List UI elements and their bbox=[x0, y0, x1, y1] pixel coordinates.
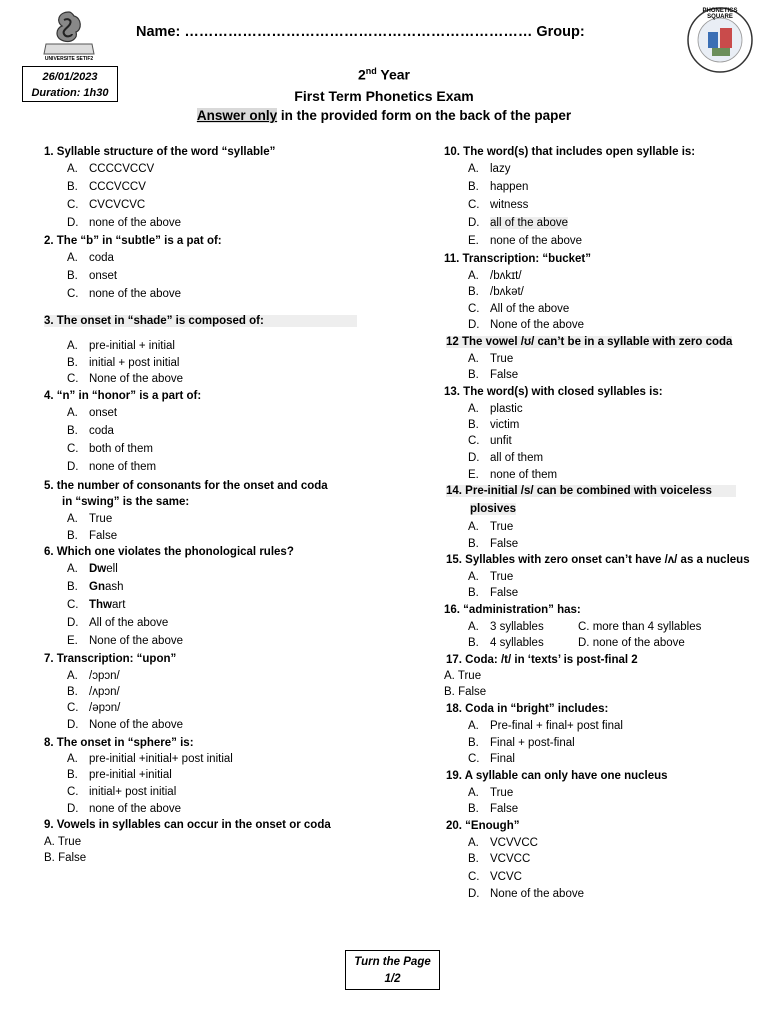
q6-option-a: A. Dwell bbox=[67, 563, 118, 575]
q19-option-b: B. False bbox=[468, 803, 519, 815]
q18-option-a: A. Pre-final + final+ post final bbox=[468, 720, 623, 732]
question-20: 20. “Enough” bbox=[446, 820, 520, 832]
question-12: 12 The vowel /ʊ/ can’t be in a syllable with zero coda bbox=[446, 336, 733, 348]
q14-option-a: A. True bbox=[468, 521, 514, 533]
q18-option-c: C. Final bbox=[468, 753, 515, 765]
q16-option-b: B. 4 syllables D. none of the above bbox=[468, 637, 685, 649]
q13-option-e: E. none of them bbox=[468, 469, 558, 481]
q13-option-d: D. all of them bbox=[468, 452, 544, 464]
q11-option-d: D. None of the above bbox=[468, 319, 584, 331]
question-5: 5. the number of consonants for the onset and coda bbox=[44, 480, 328, 492]
q1-option-d: D. none of the above bbox=[67, 217, 182, 229]
q2-option-b: B. onset bbox=[67, 270, 118, 282]
exam-duration: Duration: 1h30 bbox=[31, 87, 109, 99]
q14-option-b: B. False bbox=[468, 538, 519, 550]
q4-option-a: A. onset bbox=[67, 407, 118, 419]
q3-option-a: A. pre-initial + initial bbox=[67, 340, 175, 352]
question-6: 6. Which one violates the phonological rules? bbox=[44, 546, 294, 558]
q9-option-b: B. False bbox=[44, 852, 87, 864]
q12-option-b: B. False bbox=[468, 369, 519, 381]
q7-option-c: C. /əpɔn/ bbox=[67, 702, 121, 714]
question-1: 1. Syllable structure of the word “syllable” bbox=[44, 146, 276, 158]
exam-date: 26/01/2023 bbox=[42, 71, 98, 83]
q15-option-b: B. False bbox=[468, 587, 519, 599]
question-16: 16. “administration” has: bbox=[444, 604, 581, 616]
year-title: 2nd Year bbox=[357, 66, 411, 83]
q20-option-b: B. VCVCC bbox=[468, 853, 531, 865]
q10-option-c: C. witness bbox=[468, 199, 529, 211]
q20-option-a: A. VCVVCC bbox=[468, 837, 538, 849]
q12-option-a: A. True bbox=[468, 353, 514, 365]
instruction-rest: in the provided form on the back of the paper bbox=[277, 108, 572, 123]
name-group-line: Name: ……………………………………………………………… Group: bbox=[136, 24, 585, 40]
q18-option-b: B. Final + post-final bbox=[468, 737, 575, 749]
q2-option-c: C. none of the above bbox=[67, 288, 182, 300]
q13-option-a: A. plastic bbox=[468, 403, 523, 415]
q8-option-d: D. none of the above bbox=[67, 803, 182, 815]
phonetics-square-logo bbox=[686, 6, 754, 74]
q4-option-b: B. coda bbox=[67, 425, 114, 437]
question-14: 14. Pre-initial /s/ can be combined with voiceless bbox=[446, 485, 736, 497]
question-17: 17. Coda: /t/ in ‘texts’ is post-final 2 bbox=[446, 654, 638, 666]
phonetics-square-logo-text: PHONETICS SQUARE bbox=[702, 8, 738, 20]
q6-option-c: C. Thwart bbox=[67, 599, 126, 611]
q11-option-c: C. All of the above bbox=[468, 303, 570, 315]
q7-option-d: D. None of the above bbox=[67, 719, 183, 731]
q5-option-a: A. True bbox=[67, 513, 113, 525]
question-9: 9. Vowels in syllables can occur in the onset or coda bbox=[44, 819, 331, 831]
q1-option-a: A. CCCCVCCV bbox=[67, 163, 155, 175]
q20-option-d: D. None of the above bbox=[468, 888, 584, 900]
q9-option-a: A. True bbox=[44, 836, 82, 848]
q1-option-c: C. CVCVCVC bbox=[67, 199, 146, 211]
q2-option-a: A. coda bbox=[67, 252, 114, 264]
q10-option-a: A. lazy bbox=[468, 163, 511, 175]
instruction-highlight: Answer only bbox=[196, 108, 278, 123]
turn-page-text: Turn the Page bbox=[354, 956, 431, 968]
q10-option-d: D. all of the above bbox=[468, 217, 569, 229]
q1-option-b: B. CCCVCCV bbox=[67, 181, 146, 193]
q20-option-c: C. VCVC bbox=[468, 871, 522, 883]
q10-option-e: E. none of the above bbox=[468, 235, 583, 247]
q6-option-e: E. None of the above bbox=[67, 635, 183, 647]
university-logo bbox=[38, 8, 100, 66]
question-18: 18. Coda in “bright” includes: bbox=[446, 703, 609, 715]
q4-option-d: D. none of them bbox=[67, 461, 157, 473]
question-4: 4. “n” in “honor” is a part of: bbox=[44, 390, 202, 402]
q5-option-b: B. False bbox=[67, 530, 118, 542]
q16-option-a: A. 3 syllables C. more than 4 syllables bbox=[468, 621, 702, 633]
q8-option-c: C. initial+ post initial bbox=[67, 786, 177, 798]
question-2: 2. The “b” in “subtle” is a pat of: bbox=[44, 235, 222, 247]
q15-option-a: A. True bbox=[468, 571, 514, 583]
question-15: 15. Syllables with zero onset can’t have /ʌ/ as a nucleus bbox=[446, 554, 750, 566]
question-5-cont: in “swing” is the same: bbox=[62, 496, 190, 508]
q11-option-a: A. /bʌkɪt/ bbox=[468, 270, 522, 282]
q3-option-c: C. None of the above bbox=[67, 373, 183, 385]
q17-option-b: B. False bbox=[444, 686, 487, 698]
q3-option-b: B. initial + post initial bbox=[67, 357, 180, 369]
question-13: 13. The word(s) with closed syllables is: bbox=[444, 386, 663, 398]
q13-option-b: B. victim bbox=[468, 419, 520, 431]
q8-option-b: B. pre-initial +initial bbox=[67, 769, 172, 781]
page-number: 1/2 bbox=[384, 973, 401, 985]
q13-option-c: C. unfit bbox=[468, 435, 512, 447]
turn-page-box bbox=[345, 950, 440, 990]
q6-option-d: D. All of the above bbox=[67, 617, 169, 629]
question-10: 10. The word(s) that includes open syllable is: bbox=[444, 146, 696, 158]
question-7: 7. Transcription: “upon” bbox=[44, 653, 177, 665]
q6-option-b: B. Gnash bbox=[67, 581, 124, 593]
q10-option-b: B. happen bbox=[468, 181, 529, 193]
q17-option-a: A. True bbox=[444, 670, 482, 682]
question-8: 8. The onset in “sphere” is: bbox=[44, 737, 194, 749]
q4-option-c: C. both of them bbox=[67, 443, 153, 455]
instructions bbox=[0, 108, 768, 123]
q7-option-b: B. /ʌpɔn/ bbox=[67, 686, 120, 698]
question-14-cont: plosives bbox=[470, 503, 517, 515]
question-11: 11. Transcription: “bucket” bbox=[444, 253, 591, 265]
q7-option-a: A. /ɔpɔn/ bbox=[67, 670, 120, 682]
question-19: 19. A syllable can only have one nucleus bbox=[446, 770, 668, 782]
university-logo-text: UNIVERSITE SETIF2 bbox=[44, 56, 94, 62]
q11-option-b: B. /bʌkət/ bbox=[468, 286, 524, 298]
q8-option-a: A. pre-initial +initial+ post initial bbox=[67, 753, 233, 765]
question-3: 3. The onset in “shade” is composed of: bbox=[44, 315, 357, 327]
q19-option-a: A. True bbox=[468, 787, 514, 799]
exam-title: First Term Phonetics Exam bbox=[294, 88, 474, 104]
